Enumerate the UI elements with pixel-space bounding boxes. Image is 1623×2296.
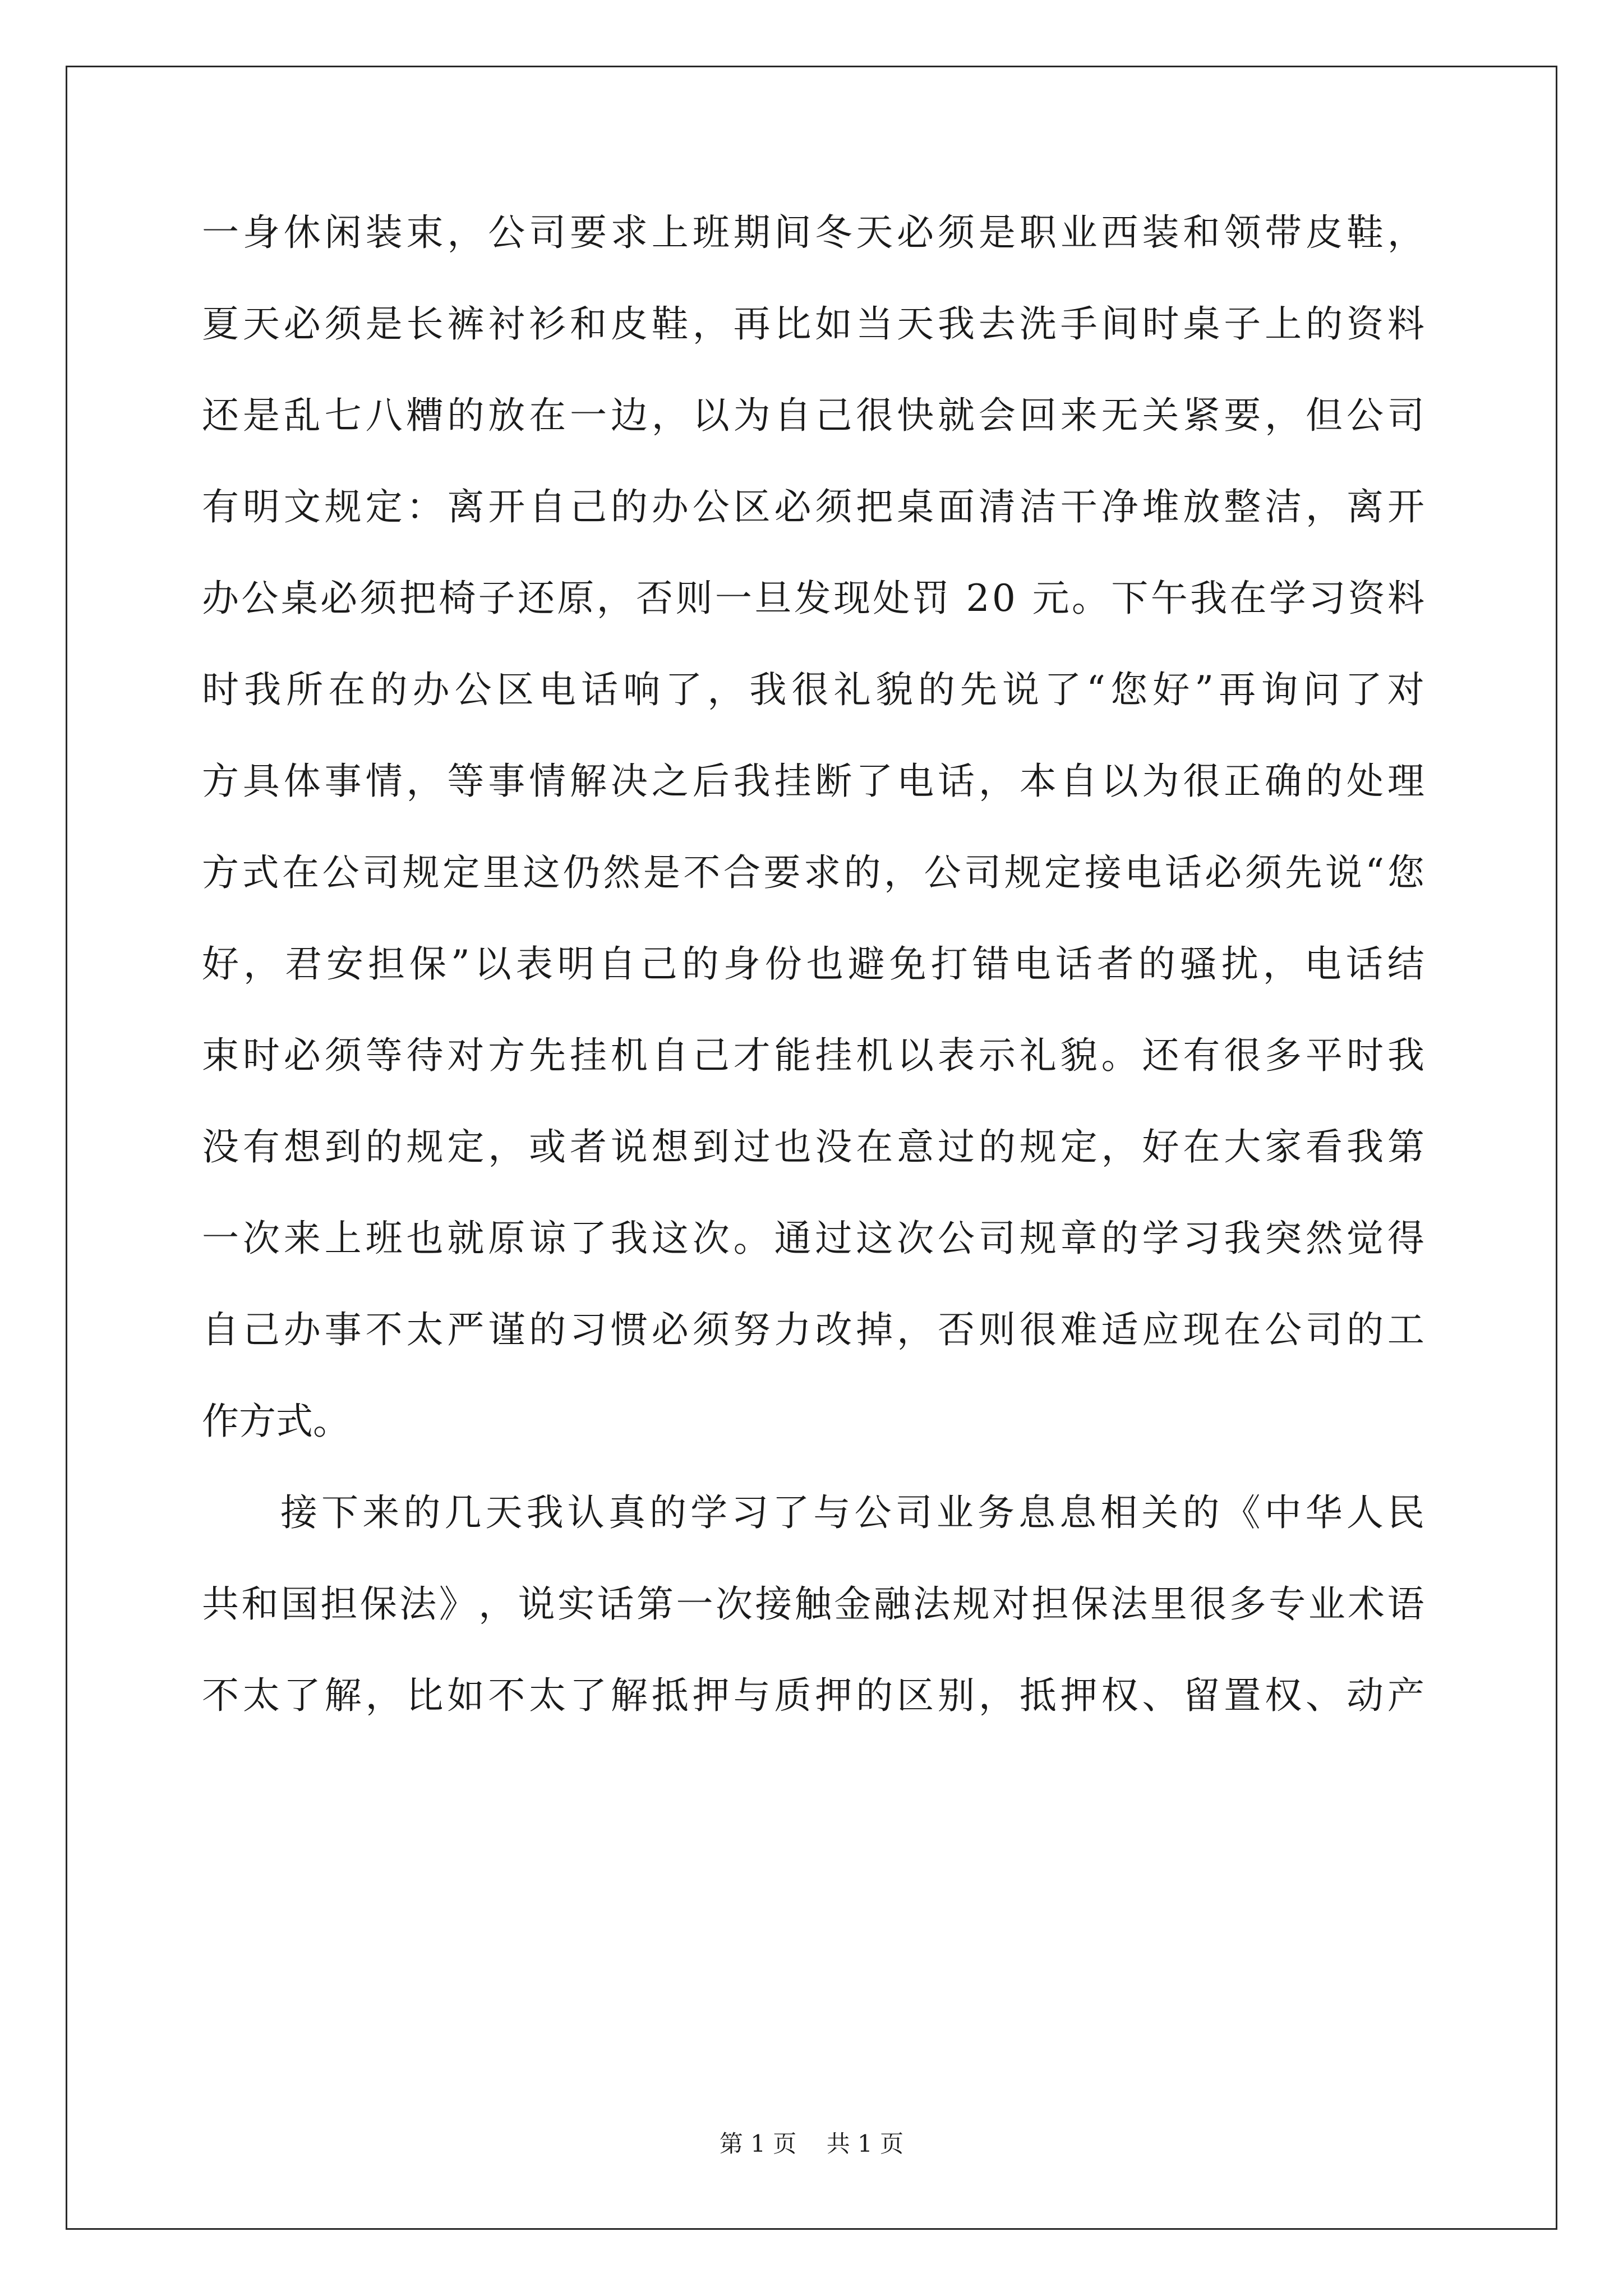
text-line: 夏 天 必 须 是 长 裤 衬 衫 和 皮 鞋 ， 再 比 如 当 天 我 去 洗 手 间 时 桌 子 上 的 资 料 xyxy=(202,302,1424,346)
text-line: 束 时 必 须 等 待 对 方 先 挂 机 自 己 才 能 挂 机 以 表 示 礼 貌 。 还 有 很 多 平 时 我 xyxy=(202,1034,1424,1077)
text-line: 作 方 式 。 xyxy=(202,1400,350,1443)
text-line: 自 己 办 事 不 太 严 谨 的 习 惯 必 须 努 力 改 掉 ， 否 则 很 难 适 应 现 在 公 司 的 工 xyxy=(202,1308,1424,1351)
text-line: 好 ， 君 安 担 保 ” 以 表 明 自 己 的 身 份 也 避 免 打 错 电 话 者 的 骚 扰 ， 电 话 结 xyxy=(202,942,1424,986)
text-line: 一 次 来 上 班 也 就 原 谅 了 我 这 次 。 通 过 这 次 公 司 规 章 的 学 习 我 突 然 觉 得 xyxy=(202,1217,1424,1260)
text-line: 还 是 乱 七 八 糟 的 放 在 一 边 ， 以 为 自 己 很 快 就 会 回 来 无 关 紧 要 ， 但 公 司 xyxy=(202,394,1424,437)
page-footer: 第 1 页 共 1 页 xyxy=(719,2130,904,2157)
text-line: 时 我 所 在 的 办 公 区 电 话 响 了 ， 我 很 礼 貌 的 先 说 了 “ 您 好 ” 再 询 问 了 对 xyxy=(202,668,1424,711)
text-line: 一 身 休 闲 装 束 ， 公 司 要 求 上 班 期 间 冬 天 必 须 是 职 业 西 装 和 领 带 皮 鞋 ， xyxy=(202,211,1424,254)
text-line: 共 和 国 担 保 法 》 ， 说 实 话 第 一 次 接 触 金 融 法 规 对 担 保 法 里 很 多 专 业 术 语 xyxy=(202,1582,1424,1626)
text-line: 没 有 想 到 的 规 定 ， 或 者 说 想 到 过 也 没 在 意 过 的 规 定 ， 好 在 大 家 看 我 第 xyxy=(202,1125,1424,1168)
text-line: 方 式 在 公 司 规 定 里 这 仍 然 是 不 合 要 求 的 ， 公 司 规 定 接 电 话 必 须 先 说 “ 您 xyxy=(202,851,1424,894)
text-line: 办 公 桌 必 须 把 椅 子 还 原 ， 否 则 一 旦 发 现 处 罚 2 0 元 。 下 午 我 在 学 习 资 料 xyxy=(202,577,1424,620)
text-line: 接 下 来 的 几 天 我 认 真 的 学 习 了 与 公 司 业 务 息 息 相 关 的 《 中 华 人 民 xyxy=(280,1491,1424,1534)
text-line: 方 具 体 事 情 ， 等 事 情 解 决 之 后 我 挂 断 了 电 话 ， 本 自 以 为 很 正 确 的 处 理 xyxy=(202,760,1424,803)
text-line: 不 太 了 解 ， 比 如 不 太 了 解 抵 押 与 质 押 的 区 别 ， 抵 押 权 、 留 置 权 、 动 产 xyxy=(202,1674,1424,1717)
text-line: 有 明 文 规 定 ： 离 开 自 己 的 办 公 区 必 须 把 桌 面 清 洁 干 净 堆 放 整 洁 ， 离 开 xyxy=(202,485,1424,528)
